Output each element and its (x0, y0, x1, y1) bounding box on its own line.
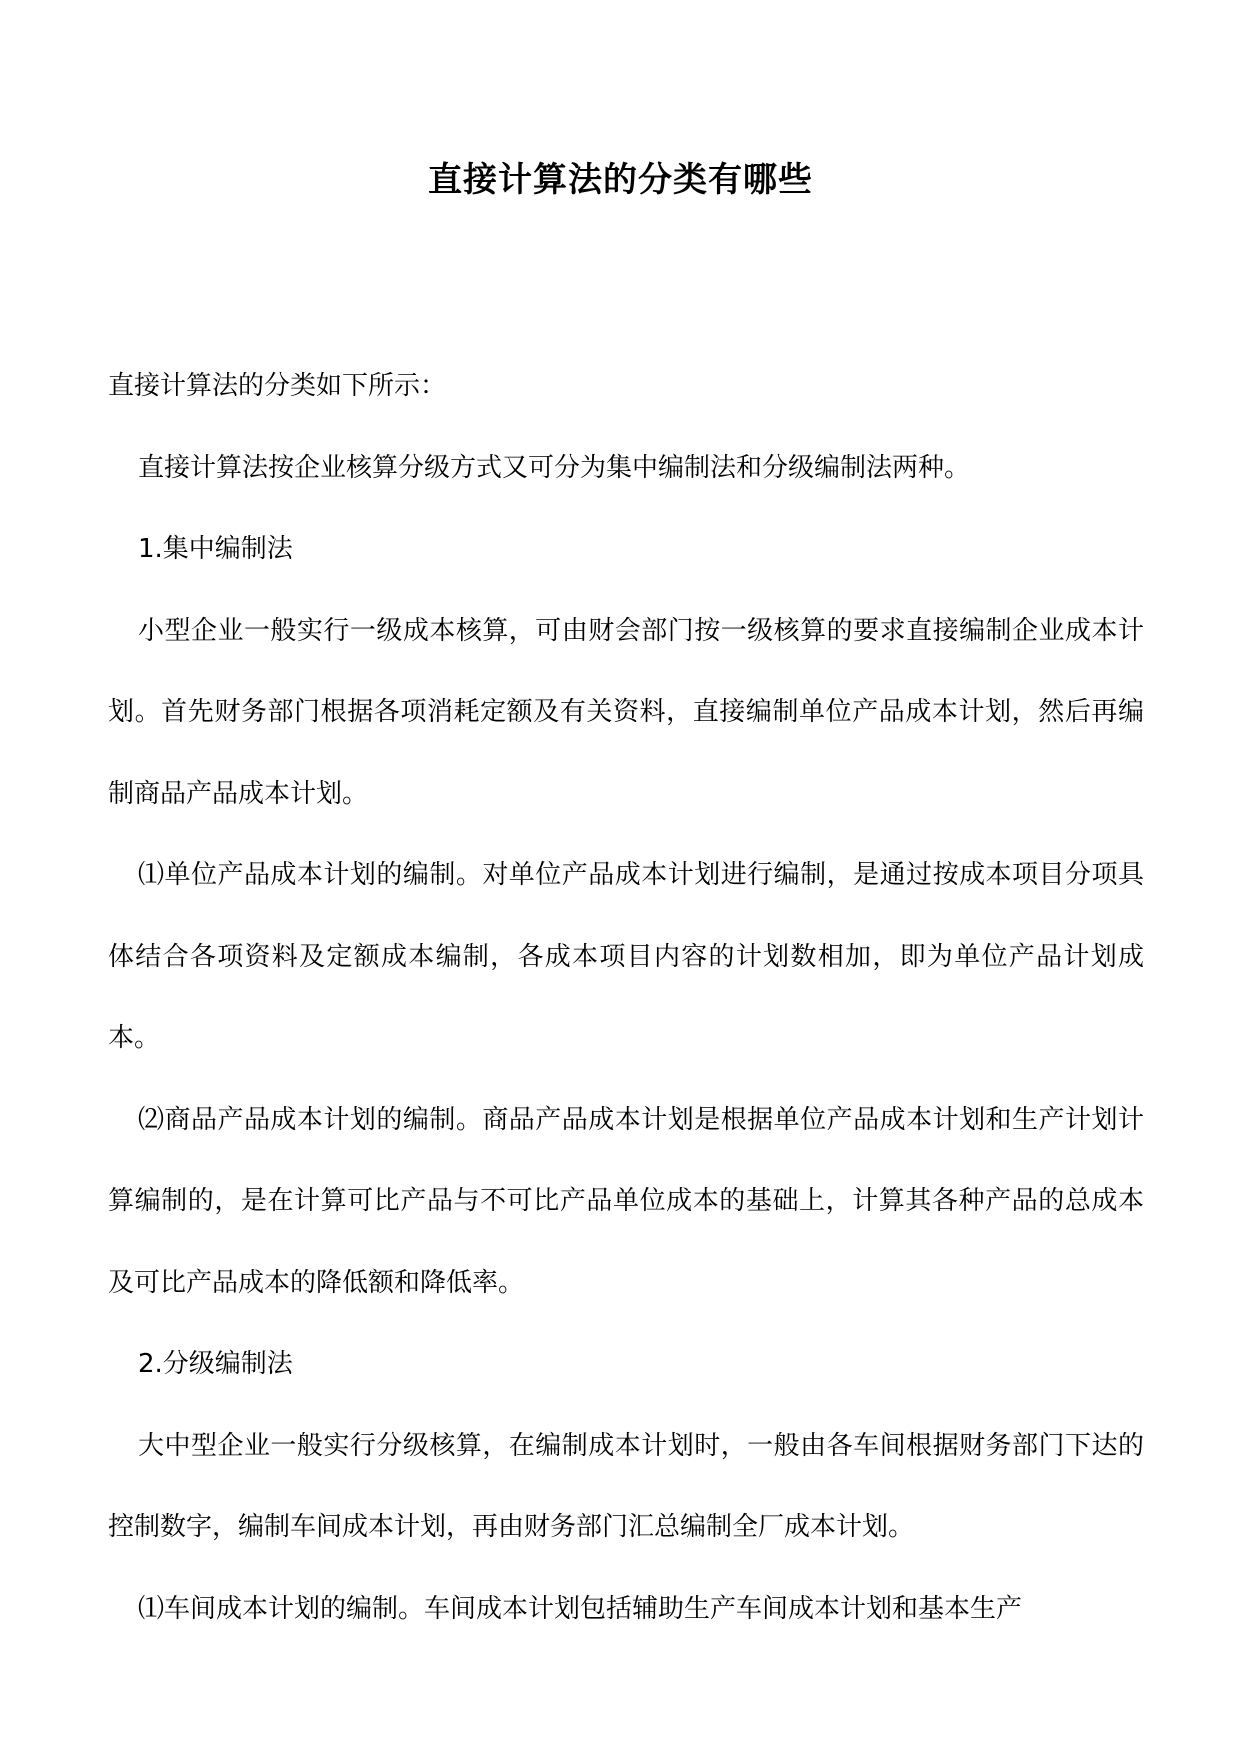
hierarchical-method-paragraph: 大中型企业一般实行分级核算，在编制成本计划时，一般由各车间根据财务部门下达的控制数字，编制车间成本计划，再由财务部门汇总编制全厂成本计划。 (108, 1430, 1144, 1542)
workshop-cost-plan-paragraph: ⑴车间成本计划的编制。车间成本计划包括辅助生产车间成本计划和基本生产 (138, 1593, 1023, 1624)
section-heading-centralized: 1.集中编制法 (138, 534, 293, 564)
intro-paragraph: 直接计算法的分类如下所示： (108, 371, 447, 401)
centralized-method-paragraph: 小型企业一般实行一级成本核算，可由财会部门按一级核算的要求直接编制企业成本计划。首先财务部门根据各项消耗定额及有关资料，直接编制单位产品成本计划，然后再编制商品产品成本计划。 (108, 615, 1144, 809)
document-body (108, 346, 1144, 1650)
classification-paragraph: 直接计算法按企业核算分级方式又可分为集中编制法和分级编制法两种。 (138, 452, 971, 483)
unit-cost-plan-paragraph: ⑴单位产品成本计划的编制。对单位产品成本计划进行编制，是通过按成本项目分项具体结合各项资料及定额成本编制，各成本项目内容的计划数相加，即为单位产品计划成本。 (108, 860, 1144, 1053)
document-title: 直接计算法的分类有哪些 (428, 160, 813, 200)
commodity-cost-plan-paragraph: ⑵商品产品成本计划的编制。商品产品成本计划是根据单位产品成本计划和生产计划计算编制的，是在计算可比产品与不可比产品单位成本的基础上，计算其各种产品的总成本及可比产品成本的降低额和降低率。 (108, 1104, 1144, 1298)
section-heading-hierarchical: 2.分级编制法 (138, 1349, 293, 1379)
